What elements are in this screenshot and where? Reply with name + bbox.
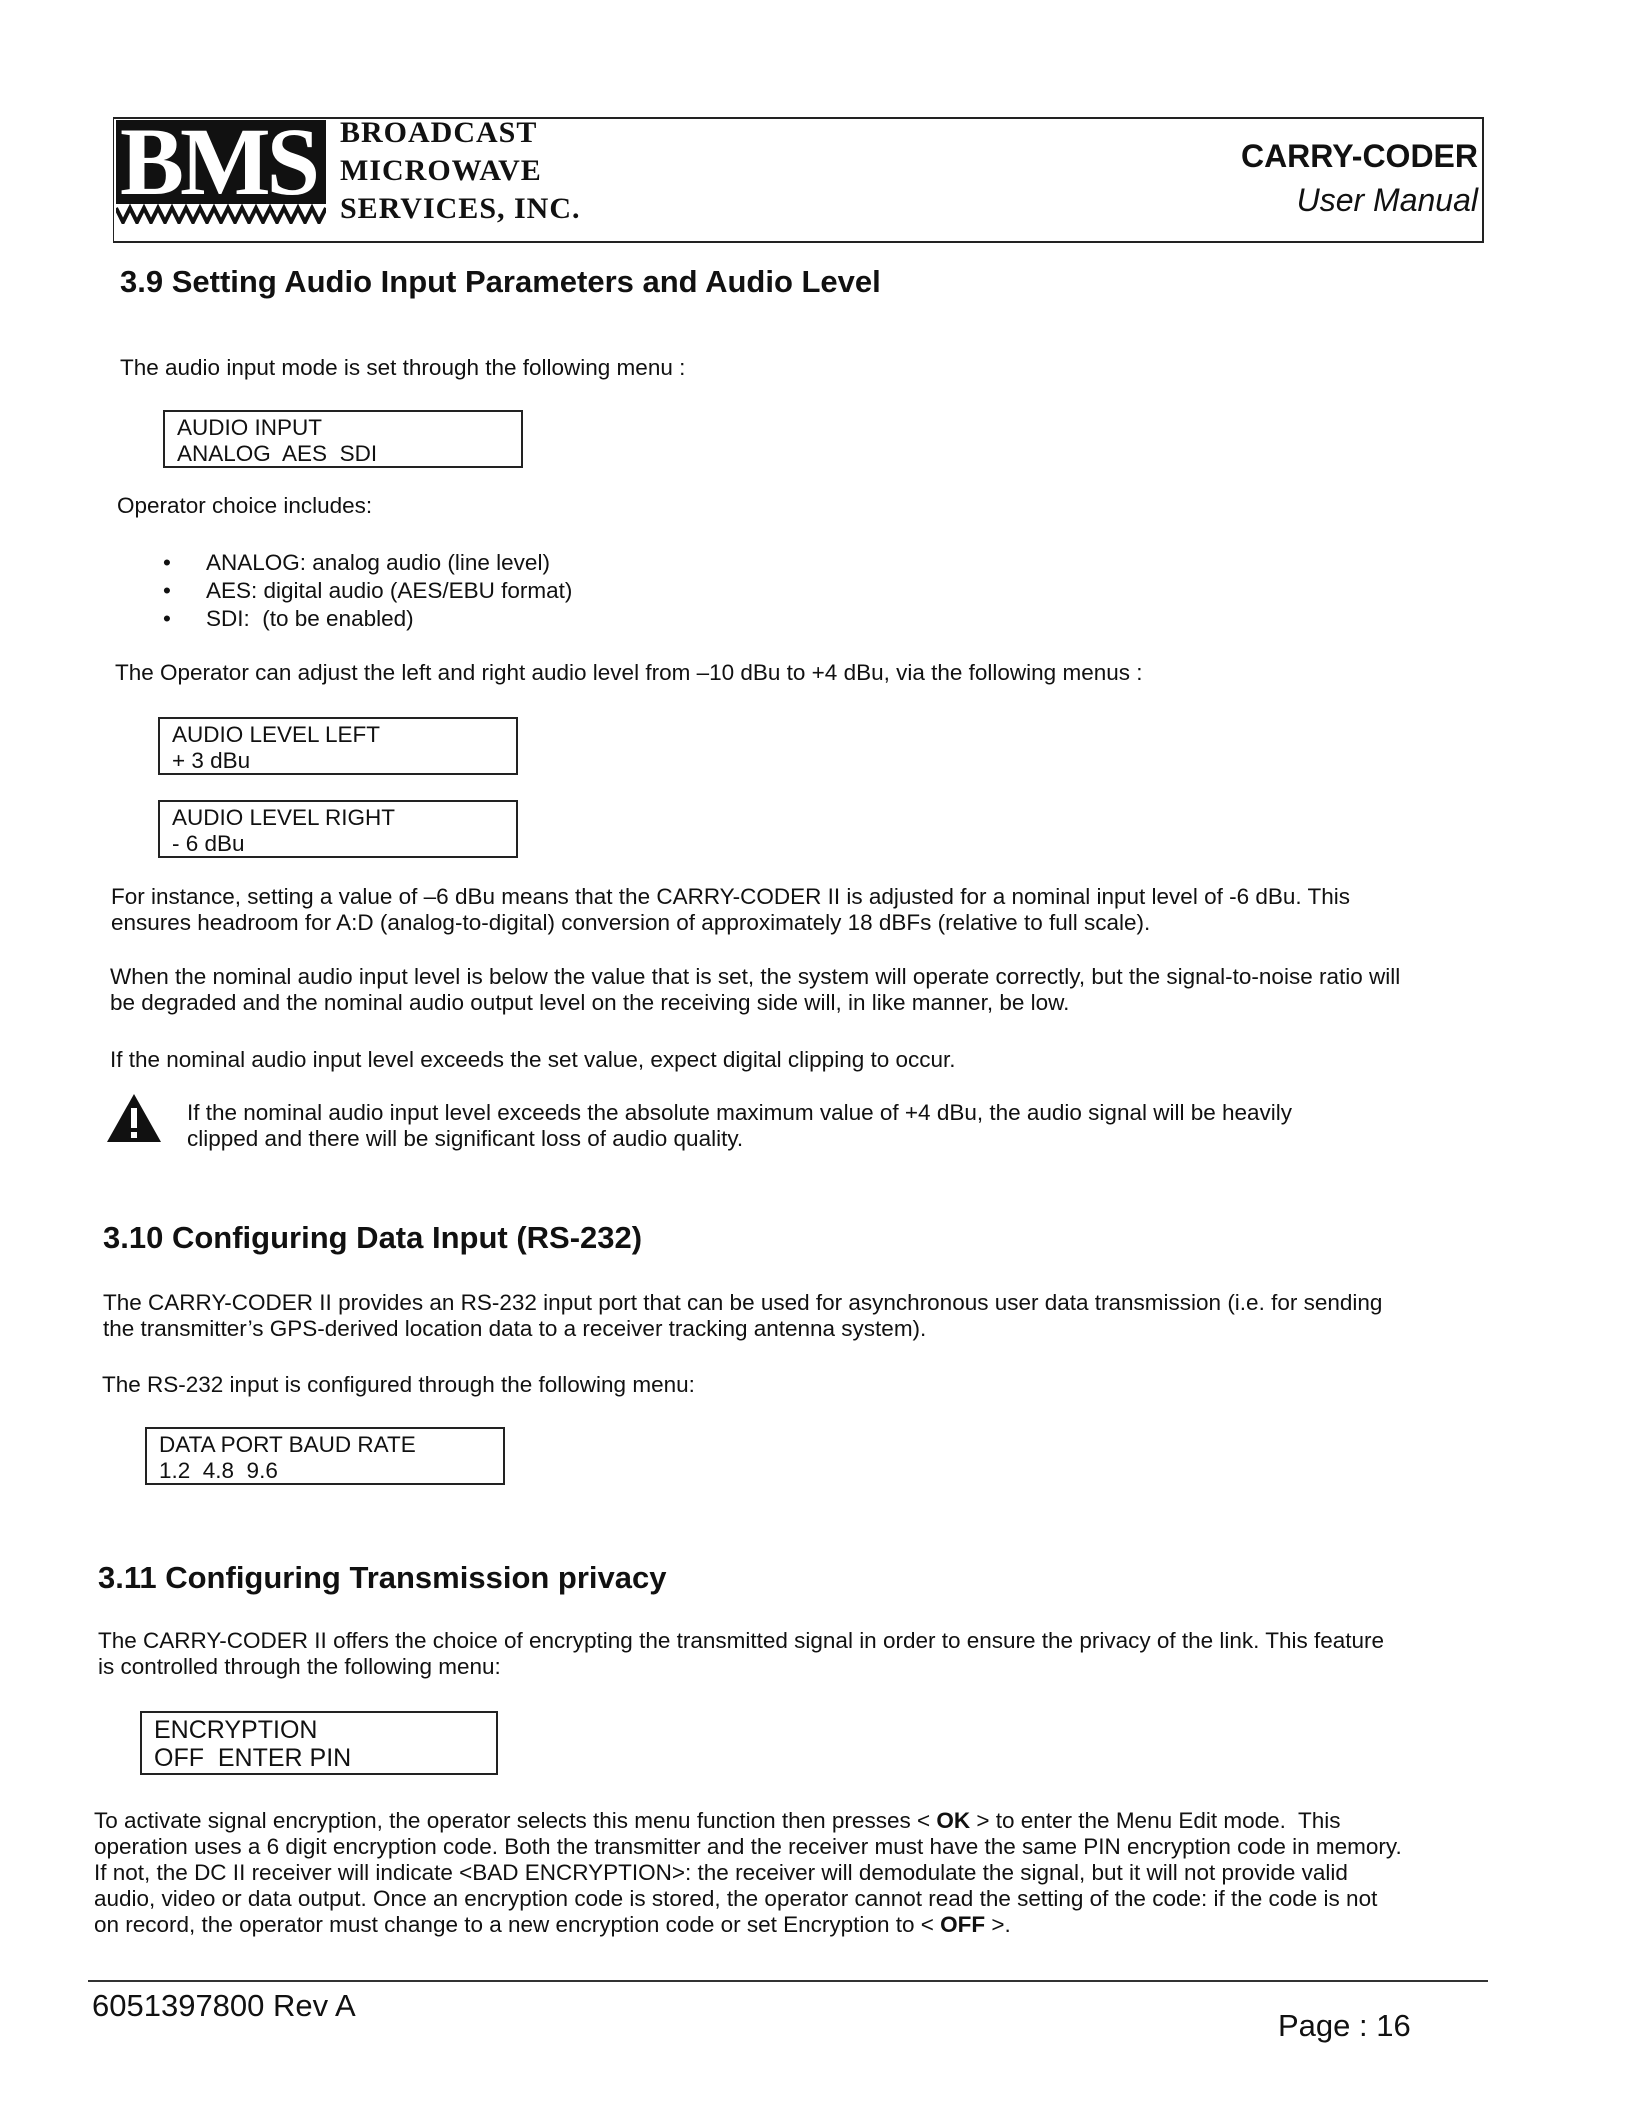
company-name-line1: BROADCAST xyxy=(340,116,538,149)
menu-line-1: AUDIO INPUT xyxy=(177,415,323,440)
below-level-para-line2: be degraded and the nominal audio output level on the receiving side will, in like manner, be low. xyxy=(110,990,1070,1015)
menu-line-2: + 3 dBu xyxy=(172,748,251,773)
audio-level-intro: The Operator can adjust the left and right audio level from –10 dBu to +4 dBu, via the following menus : xyxy=(115,660,1143,685)
encryption-para-line1: To activate signal encryption, the operator selects this menu function then presses < OK > to enter the Menu Edit mode. This xyxy=(94,1808,1341,1833)
menu-encryption xyxy=(140,1711,498,1775)
bms-logo xyxy=(116,108,326,222)
rs232-para-line1: The CARRY-CODER II provides an RS-232 input port that can be used for asynchronous user data transmission (i.e. for sending xyxy=(103,1290,1383,1315)
menu-audio-input xyxy=(163,410,523,468)
clipping-para: If the nominal audio input level exceeds the set value, expect digital clipping to occur. xyxy=(110,1047,956,1072)
audio-input-intro: The audio input mode is set through the following menu : xyxy=(120,355,686,380)
logo-letters: BMS xyxy=(116,120,326,204)
logo-wave-icon xyxy=(116,204,326,224)
list-item: • ANALOG: analog audio (line level) xyxy=(153,549,572,577)
encryption-para-line5: on record, the operator must change to a new encryption code or set Encryption to < OFF >. xyxy=(94,1912,1011,1937)
product-title: CARRY-CODER xyxy=(1240,138,1478,174)
menu-line-2: OFF ENTER PIN xyxy=(154,1744,352,1772)
page-number: Page : 16 xyxy=(1278,2008,1411,2043)
headroom-para-line2: ensures headroom for A:D (analog-to-digital) conversion of approximately 18 dBFs (relative to full scale). xyxy=(111,910,1151,935)
privacy-para-line1: The CARRY-CODER II offers the choice of encrypting the transmitted signal in order to ensure the privacy of the link. This feature xyxy=(98,1628,1385,1653)
menu-line-2: 1.2 4.8 9.6 xyxy=(159,1458,278,1483)
encryption-para-line3: If not, the DC II receiver will indicate <BAD ENCRYPTION>: the receiver will demodulate the signal, but it will not provide valid xyxy=(94,1860,1348,1885)
list-item: • AES: digital audio (AES/EBU format) xyxy=(153,577,572,605)
warning-icon xyxy=(105,1092,163,1144)
audio-choice-list xyxy=(153,549,572,633)
off-key-label: OFF xyxy=(940,1912,986,1937)
menu-line-1: AUDIO LEVEL LEFT xyxy=(172,722,380,747)
menu-line-2: ANALOG AES SDI xyxy=(177,441,378,466)
section-3-10-heading: 3.10 Configuring Data Input (RS-232) xyxy=(103,1220,643,1255)
section-3-11-heading: 3.11 Configuring Transmission privacy xyxy=(98,1560,667,1595)
choice-intro: Operator choice includes: xyxy=(117,493,373,518)
menu-audio-level-right xyxy=(158,800,518,858)
encryption-para-line4: audio, video or data output. Once an encryption code is stored, the operator cannot read the setting of the code: if the code is not xyxy=(94,1886,1378,1911)
rs232-menu-intro: The RS-232 input is configured through the following menu: xyxy=(102,1372,695,1397)
product-subtitle: User Manual xyxy=(1296,182,1478,218)
privacy-para-line2: is controlled through the following menu: xyxy=(98,1654,501,1679)
menu-line-1: AUDIO LEVEL RIGHT xyxy=(172,805,395,830)
company-name-line2: MICROWAVE xyxy=(340,154,542,187)
headroom-para-line1: For instance, setting a value of –6 dBu means that the CARRY-CODER II is adjusted for a nominal input level of -6 dBu. This xyxy=(111,884,1350,909)
menu-line-1: DATA PORT BAUD RATE xyxy=(159,1432,416,1457)
rs232-para-line2: the transmitter’s GPS-derived location data to a receiver tracking antenna system). xyxy=(103,1316,927,1341)
list-item: • SDI: (to be enabled) xyxy=(153,605,572,633)
below-level-para-line1: When the nominal audio input level is below the value that is set, the system will operate correctly, but the signal-to-noise ratio will xyxy=(110,964,1401,989)
section-3-9-heading: 3.9 Setting Audio Input Parameters and Audio Level xyxy=(120,264,881,299)
menu-line-2: - 6 dBu xyxy=(172,831,245,856)
warning-text-line1: If the nominal audio input level exceeds the absolute maximum value of +4 dBu, the audio signal will be heavily xyxy=(187,1100,1293,1125)
menu-line-1: ENCRYPTION xyxy=(154,1716,318,1744)
menu-data-port-baud-rate xyxy=(145,1427,505,1485)
encryption-para-line2: operation uses a 6 digit encryption code. Both the transmitter and the receiver must have the same PIN encryption code in memory. xyxy=(94,1834,1402,1859)
warning-text-line2: clipped and there will be significant loss of audio quality. xyxy=(187,1126,744,1151)
footer-rule xyxy=(88,1980,1488,1982)
company-name-line3: SERVICES, INC. xyxy=(340,192,581,225)
menu-audio-level-left xyxy=(158,717,518,775)
ok-key-label: OK xyxy=(936,1808,971,1833)
document-number: 6051397800 Rev A xyxy=(92,1988,356,2023)
